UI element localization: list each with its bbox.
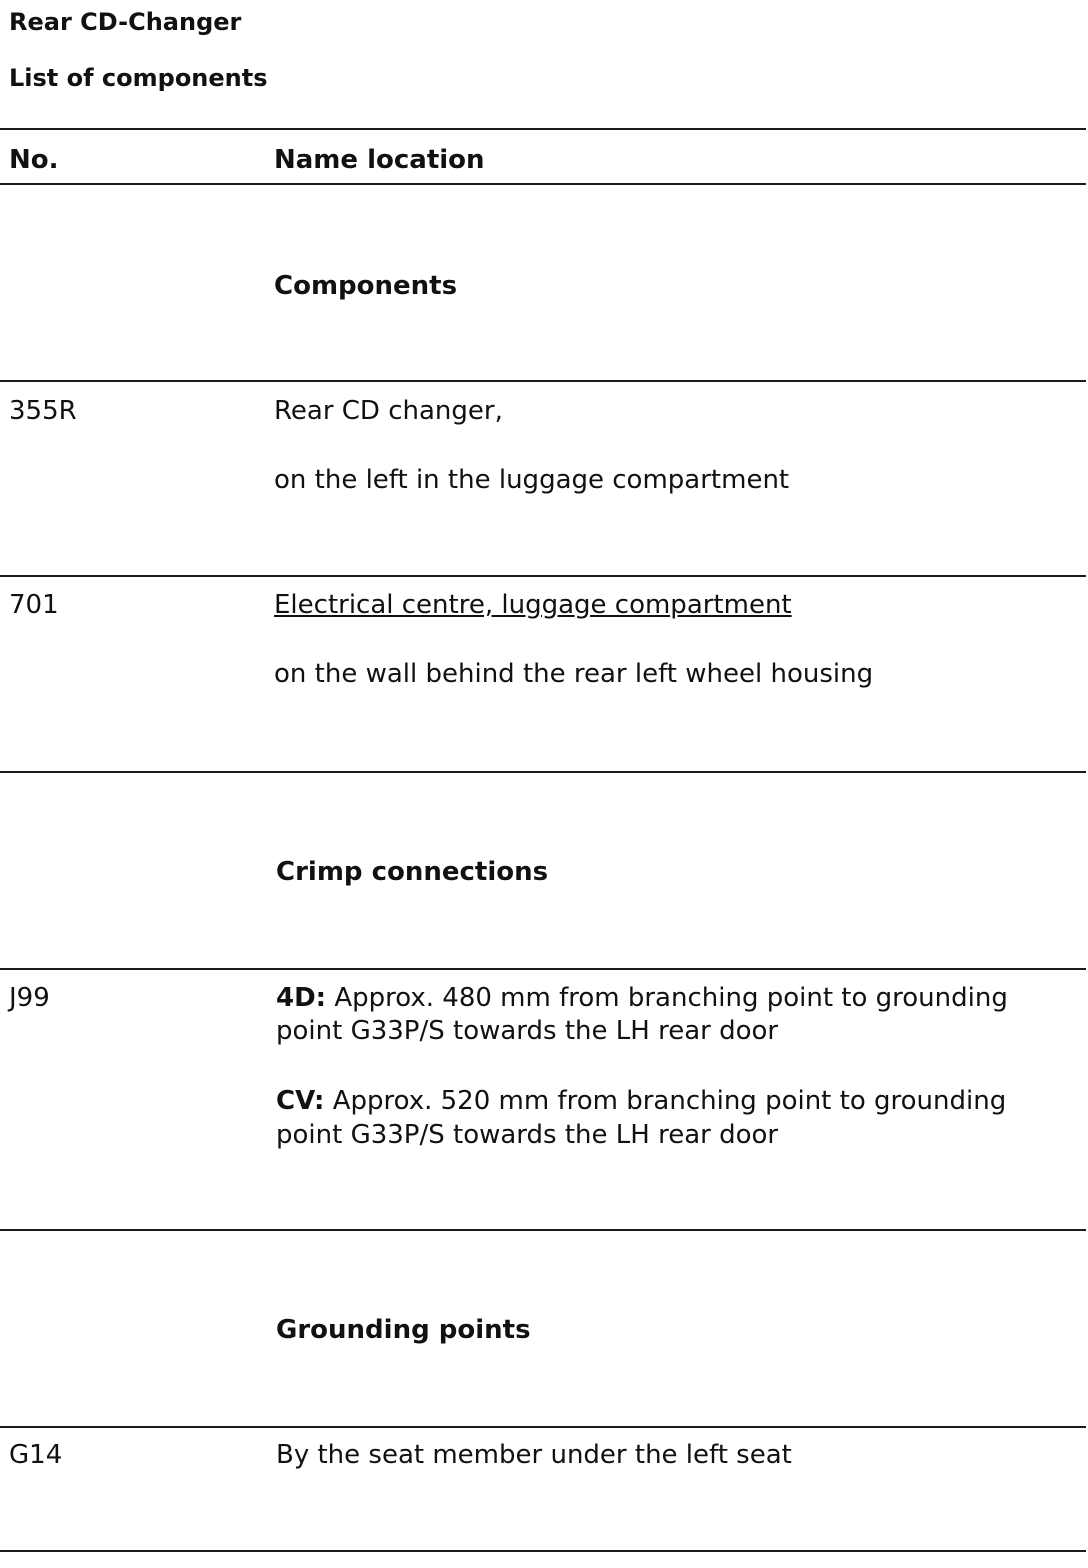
page-title: Rear CD-Changer — [9, 8, 242, 36]
row-no-701: 701 — [9, 590, 59, 620]
entry-text-cv: Approx. 520 mm from branching point to grounding — [324, 1086, 1007, 1116]
row-rule — [0, 1229, 1086, 1231]
row-entry-4d-line1 — [276, 981, 1008, 1015]
column-header-no: No. — [9, 145, 59, 175]
section-heading-components: Components — [274, 271, 458, 301]
row-entry-cv-line1 — [276, 1084, 1006, 1118]
row-entry-cv-line2: point G33P/S towards the LH rear door — [276, 1120, 779, 1150]
header-bottom-rule — [0, 183, 1086, 185]
row-location-g14: By the seat member under the left seat — [276, 1440, 792, 1470]
row-entry-4d-line2: point G33P/S towards the LH rear door — [276, 1016, 779, 1046]
row-rule — [0, 1426, 1086, 1428]
row-no-g14: G14 — [9, 1440, 63, 1470]
row-no-355r: 355R — [9, 396, 77, 426]
page-subtitle: List of components — [9, 64, 268, 92]
table-top-rule — [0, 128, 1086, 130]
entry-prefix-cv: CV: — [276, 1086, 325, 1116]
row-rule — [0, 771, 1086, 773]
column-header-name-location: Name location — [274, 145, 485, 175]
row-name-355r: Rear CD changer, — [274, 396, 503, 426]
row-rule — [0, 575, 1086, 577]
row-no-j99: J99 — [9, 983, 50, 1013]
section-heading-grounding-points: Grounding points — [276, 1315, 531, 1345]
row-location-355r: on the left in the luggage compartment — [274, 465, 790, 495]
table-bottom-rule — [0, 1550, 1086, 1552]
row-rule — [0, 380, 1086, 382]
row-name-701-link[interactable]: Electrical centre, luggage compartment — [274, 590, 792, 620]
row-location-701: on the wall behind the rear left wheel housing — [274, 659, 874, 689]
section-heading-crimp-connections: Crimp connections — [276, 857, 549, 887]
row-rule — [0, 968, 1086, 970]
entry-text-4d: Approx. 480 mm from branching point to grounding — [326, 983, 1008, 1013]
entry-prefix-4d: 4D: — [276, 983, 327, 1013]
